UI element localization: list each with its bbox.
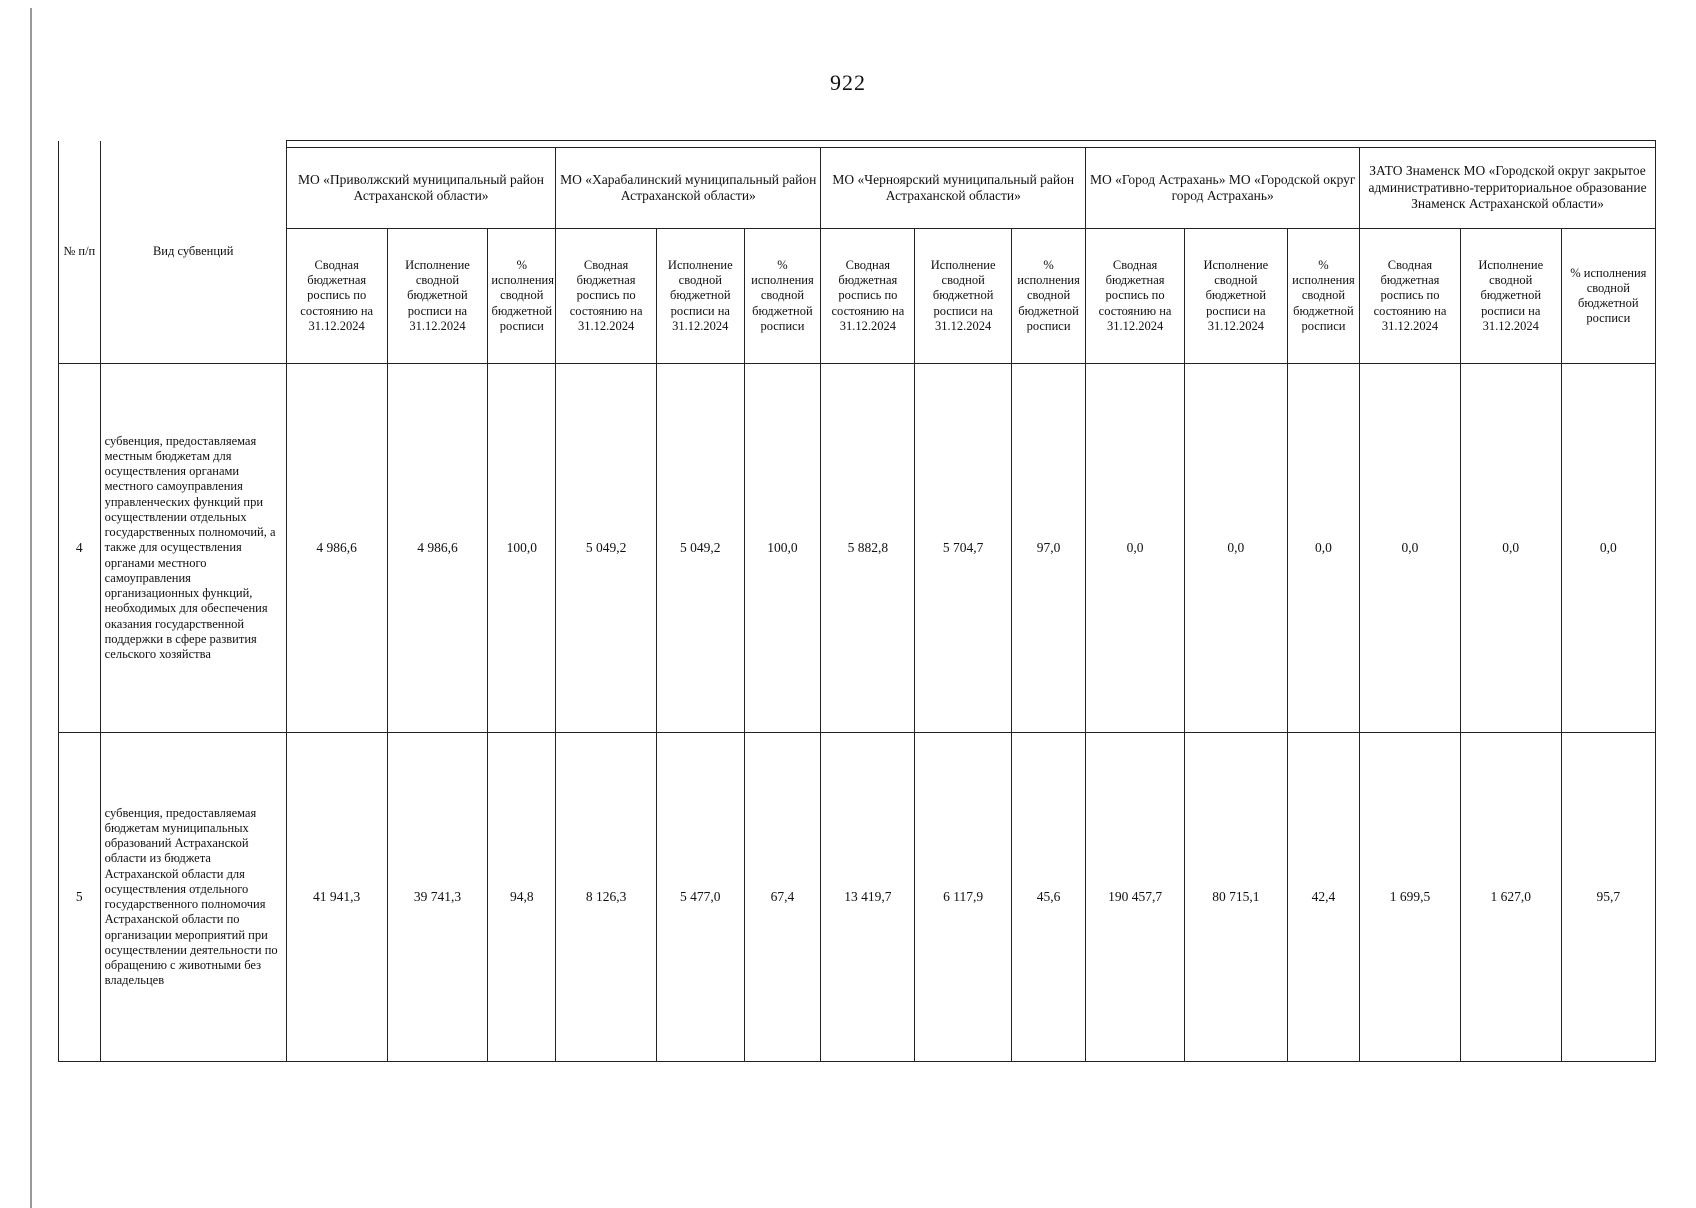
subheader-cell: Исполнение сводной бюджетной росписи на 31.12.2024 — [387, 229, 488, 364]
value-cell: 1 699,5 — [1360, 733, 1461, 1062]
value-cell: 190 457,7 — [1086, 733, 1185, 1062]
value-cell: 0,0 — [1460, 364, 1561, 733]
subheader-cell: Исполнение сводной бюджетной росписи на 31.12.2024 — [657, 229, 745, 364]
table-row — [59, 364, 1656, 733]
subheader-cell: % исполнения сводной бюджетной росписи — [1011, 229, 1085, 364]
subheader-cell: % исполнения сводной бюджетной росписи — [488, 229, 556, 364]
value-cell: 100,0 — [744, 364, 821, 733]
subheader-cell: Сводная бюджетная роспись по состоянию на 31.12.2024 — [286, 229, 387, 364]
header-sub-row — [59, 229, 1656, 364]
value-cell: 45,6 — [1011, 733, 1085, 1062]
row-number: 4 — [59, 364, 101, 733]
group-chernoyarsky: МО «Черноярский муниципальный район Астраханской области» — [821, 148, 1086, 229]
value-cell: 39 741,3 — [387, 733, 488, 1062]
page-number: 922 — [830, 70, 866, 95]
value-cell: 6 117,9 — [915, 733, 1011, 1062]
value-cell: 41 941,3 — [286, 733, 387, 1062]
value-cell: 13 419,7 — [821, 733, 915, 1062]
value-cell: 5 049,2 — [657, 364, 745, 733]
value-cell: 67,4 — [744, 733, 821, 1062]
value-cell: 94,8 — [488, 733, 556, 1062]
group-privolzhsky: МО «Приволжский муниципальный район Астраханской области» — [286, 148, 555, 229]
subheader-cell: Сводная бюджетная роспись по состоянию на 31.12.2024 — [1086, 229, 1185, 364]
value-cell: 5 477,0 — [657, 733, 745, 1062]
table-row — [59, 733, 1656, 1062]
value-cell: 0,0 — [1360, 364, 1461, 733]
row-number: 5 — [59, 733, 101, 1062]
value-cell: 95,7 — [1561, 733, 1655, 1062]
row-description: субвенция, предоставляемая бюджетам муниципальных образований Астраханской области из бюджета Астраханской области для осуществления отдельного государственного полномочия Астраханской области по организации мероприятий при осуществлении деятельности по обращению с животными без владельцев — [100, 733, 286, 1062]
subheader-cell: % исполнения сводной бюджетной росписи — [1561, 229, 1655, 364]
group-astrakhan-city: МО «Город Астрахань» МО «Городской округ город Астрахань» — [1086, 148, 1360, 229]
subheader-cell: Сводная бюджетная роспись по состоянию на 31.12.2024 — [821, 229, 915, 364]
subheader-cell: % исполнения сводной бюджетной росписи — [744, 229, 821, 364]
value-cell: 4 986,6 — [286, 364, 387, 733]
value-cell: 1 627,0 — [1460, 733, 1561, 1062]
value-cell: 0,0 — [1561, 364, 1655, 733]
value-cell: 4 986,6 — [387, 364, 488, 733]
header-group-row — [59, 148, 1656, 229]
subheader-cell: Исполнение сводной бюджетной росписи на 31.12.2024 — [1184, 229, 1287, 364]
table-top-strip — [59, 141, 1656, 148]
header-num: № п/п — [59, 141, 101, 364]
subheader-cell: % исполнения сводной бюджетной росписи — [1287, 229, 1359, 364]
row-description: субвенция, предоставляемая местным бюджетам для осуществления органами местного самоуправления управленческих функций при осуществлении отдельных государственных полномочий, а также для осуществления органами местного самоуправления организационных функций, необходимых для обеспечения оказания государственной поддержки в сфере развития сельского хозяйства — [100, 364, 286, 733]
value-cell: 80 715,1 — [1184, 733, 1287, 1062]
value-cell: 5 049,2 — [556, 364, 657, 733]
value-cell: 8 126,3 — [556, 733, 657, 1062]
subheader-cell: Сводная бюджетная роспись по состоянию на 31.12.2024 — [1360, 229, 1461, 364]
subheader-cell: Исполнение сводной бюджетной росписи на 31.12.2024 — [915, 229, 1011, 364]
value-cell: 0,0 — [1086, 364, 1185, 733]
value-cell: 97,0 — [1011, 364, 1085, 733]
value-cell: 100,0 — [488, 364, 556, 733]
subheader-cell: Сводная бюджетная роспись по состоянию на 31.12.2024 — [556, 229, 657, 364]
value-cell: 42,4 — [1287, 733, 1359, 1062]
header-top-band — [286, 141, 1655, 148]
group-znamensk: ЗАТО Знаменск МО «Городской округ закрытое административно-территориальное образование Знаменск Астраханской области» — [1360, 148, 1656, 229]
value-cell: 0,0 — [1184, 364, 1287, 733]
value-cell: 5 704,7 — [915, 364, 1011, 733]
subheader-cell: Исполнение сводной бюджетной росписи на 31.12.2024 — [1460, 229, 1561, 364]
value-cell: 5 882,8 — [821, 364, 915, 733]
header-type: Вид субвенций — [100, 141, 286, 364]
value-cell: 0,0 — [1287, 364, 1359, 733]
group-kharabalinsky: МО «Харабалинский муниципальный район Астраханской области» — [556, 148, 821, 229]
subvention-table — [58, 140, 1656, 1062]
page-margin-line — [30, 8, 32, 1208]
